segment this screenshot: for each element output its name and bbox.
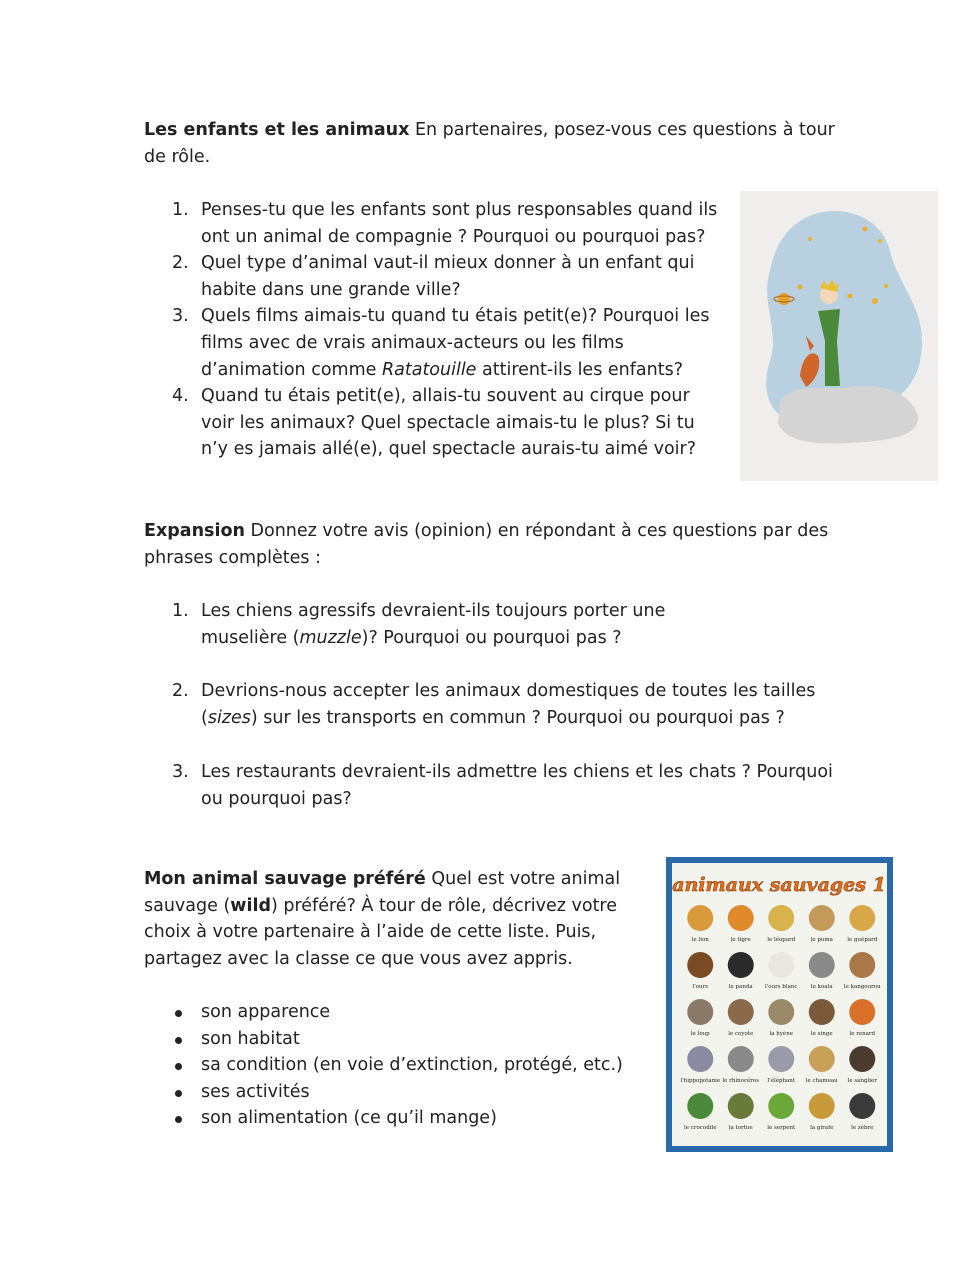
poster-title: animaux sauvages 1 <box>672 874 886 896</box>
bullet-item: sa condition (en voie d’extinction, protégé, etc.) <box>144 1052 644 1079</box>
film-title: Ratatouille <box>381 359 477 380</box>
poster-animal <box>809 905 835 943</box>
animal-label: l'hippopotame <box>680 1078 721 1084</box>
poster-animal <box>687 999 713 1037</box>
animaux-sauvages-poster <box>666 857 893 1152</box>
animal-figure <box>809 999 835 1025</box>
animal-figure <box>849 952 875 978</box>
animal-figure <box>768 999 794 1025</box>
list-item: 2. Devrions-nous accepter les animaux domestiques de toutes les tailles (sizes) sur les transports en commun ? Pourquoi ou pourquoi pas ? <box>172 681 816 728</box>
animal-figure <box>687 1046 713 1072</box>
poster-animal <box>728 952 754 990</box>
animal-label: la hyène <box>769 1031 793 1037</box>
poster-animal <box>767 1046 795 1084</box>
animal-label: le sanglier <box>847 1078 877 1084</box>
poster-animal <box>849 999 875 1037</box>
animal-label: le loup <box>690 1031 710 1037</box>
little-prince-illustration <box>740 191 938 481</box>
section-animal-sauvage <box>144 866 639 972</box>
animal-figure <box>728 1046 754 1072</box>
bullet-item: son apparence <box>144 999 644 1026</box>
animal-label: le koala <box>810 984 833 990</box>
animal-figure <box>728 905 754 931</box>
poster-animal <box>848 1046 878 1084</box>
poster-animal <box>767 905 796 943</box>
animal-figure <box>849 905 875 931</box>
little-prince-illustration <box>740 191 938 481</box>
animal-figure <box>809 952 835 978</box>
section-enfants-animaux <box>144 117 844 170</box>
animal-label: le zèbre <box>851 1125 874 1131</box>
animal-figure <box>809 1046 835 1072</box>
poster-animal <box>849 1093 875 1131</box>
animal-label: l'ours <box>692 984 709 990</box>
bullet-item: son habitat <box>144 1026 644 1053</box>
animal-label: le panda <box>728 984 753 990</box>
bullet-item: ses activités <box>144 1079 644 1106</box>
section3-heading: Mon animal sauvage préféré Quel est votre animal sauvage (wild) préféré? À tour de rôle, décrivez votre choix à votre partenaire à l’aide de cette liste. Puis, partagez avec la classe ce que vous avez appris. <box>144 869 621 969</box>
animal-figure <box>687 952 713 978</box>
animal-label: le singe <box>810 1031 833 1037</box>
animal-figure <box>768 952 794 978</box>
animal-label: le coyote <box>728 1031 754 1037</box>
animal-label: le crocodile <box>684 1125 717 1131</box>
animal-label: le chameau <box>805 1078 838 1084</box>
animal-figure <box>728 952 754 978</box>
animal-label: le guépard <box>847 937 878 943</box>
animal-figure <box>768 905 794 931</box>
animal-figure <box>809 905 835 931</box>
animal-label: le léopard <box>767 937 796 943</box>
animal-label: le puma <box>810 937 833 943</box>
section-expansion <box>144 518 844 571</box>
section1-intro: En partenaires, posez-vous ces questions à tour de rôle. <box>144 120 835 167</box>
section1-title: Les enfants et les animaux <box>144 120 410 140</box>
poster-animal <box>767 1093 796 1131</box>
section1-list <box>144 197 724 463</box>
section1-heading <box>144 117 844 170</box>
animal-label: l'ours blanc <box>764 984 798 990</box>
section3-title: Mon animal sauvage préféré <box>144 869 426 889</box>
animal-figure <box>728 1093 754 1119</box>
animal-figure <box>809 1093 835 1119</box>
section2-item-3 <box>144 759 834 812</box>
bullet-item: son alimentation (ce qu’il mange) <box>144 1105 644 1132</box>
animal-label: le renard <box>849 1031 876 1037</box>
animaux-sauvages-poster <box>666 857 893 1152</box>
animal-figure <box>687 999 713 1025</box>
animal-figure <box>849 999 875 1025</box>
animal-label: le kangourou <box>843 984 881 990</box>
list-item: 1. Penses-tu que les enfants sont plus responsables quand ils ont un animal de compagnie ? Pourquoi ou pourquoi pas? <box>172 200 718 247</box>
poster-animal <box>809 952 835 990</box>
animal-figure <box>687 1093 713 1119</box>
section3-bullets <box>144 999 644 1132</box>
poster-animal <box>809 999 835 1037</box>
poster-animal <box>728 905 754 943</box>
list-item: 3. Les restaurants devraient-ils admettre les chiens et les chats ? Pourquoi ou pourquoi pas? <box>172 762 833 809</box>
animal-figure <box>687 905 713 931</box>
animal-label: le tigre <box>730 937 751 943</box>
list-item: 3. Quels films aimais-tu quand tu étais petit(e)? Pourquoi les films avec de vrais animaux-acteurs ou les films d’animation comme Ratatouille attirent-ils les enfants? <box>172 306 710 380</box>
animal-label: le serpent <box>767 1125 796 1131</box>
animal-label: la girafe <box>810 1125 834 1131</box>
section2-item-1 <box>144 598 724 651</box>
animal-figure <box>728 999 754 1025</box>
section2-title: Expansion <box>144 521 245 541</box>
section2-heading <box>144 518 844 571</box>
animal-figure <box>849 1093 875 1119</box>
animal-figure <box>768 1093 794 1119</box>
animal-label: l'éléphant <box>767 1078 796 1084</box>
animal-label: le rhinocéros <box>722 1078 760 1084</box>
animal-figure <box>768 1046 794 1072</box>
poster-animal <box>768 999 794 1037</box>
list-item: 4. Quand tu étais petit(e), allais-tu souvent au cirque pour voir les animaux? Quel spectacle aimais-tu le plus? Si tu n’y es jamais allé(e), quel spectacle aurais-tu aimé voir? <box>172 386 696 460</box>
animal-label: la tortue <box>728 1125 753 1131</box>
poster-animal <box>728 999 754 1037</box>
section2-item-2 <box>144 678 834 731</box>
poster-animal <box>728 1093 754 1131</box>
section2-intro: Donnez votre avis (opinion) en répondant à ces questions par des phrases complètes : <box>144 521 829 568</box>
animal-label: le lion <box>691 937 709 943</box>
list-item: 2. Quel type d’animal vaut-il mieux donner à un enfant qui habite dans une grande ville? <box>172 253 695 300</box>
poster-animal <box>809 1093 835 1131</box>
animal-figure <box>849 1046 875 1072</box>
list-item: 1. Les chiens agressifs devraient-ils toujours porter une muselière (muzzle)? Pourquoi ou pourquoi pas ? <box>172 601 666 648</box>
